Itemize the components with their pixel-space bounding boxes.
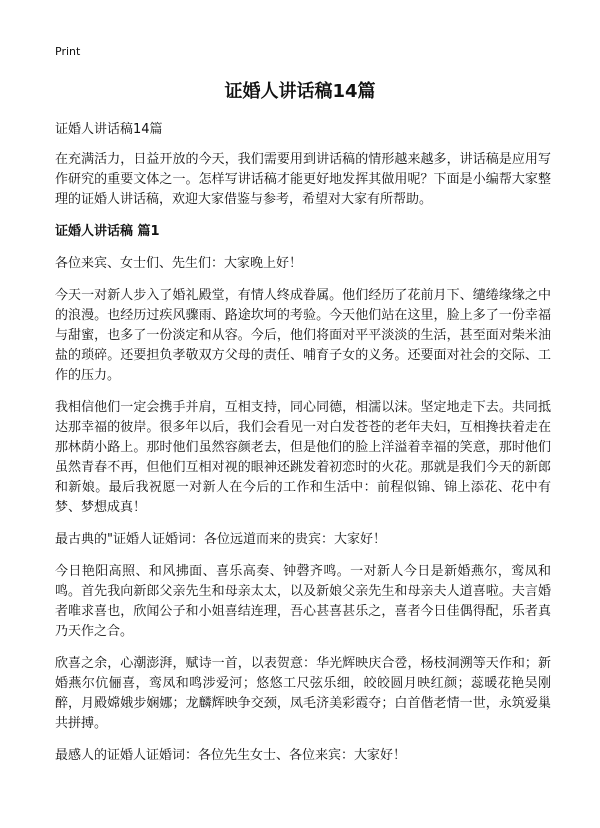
paragraph-classic-greeting: 最古典的"证婚人证婚词：各位远道而来的贵宾：大家好！ [55,532,386,547]
paragraph-poem: 欣喜之余，心潮澎湃，赋诗一首，以表贺意：华光辉映庆合卺，杨枝洞溯等天作和；新婚燕尔伉俪喜，鸾凤和鸣涉爱河；悠悠工尺弦乐细，皎皎圆月映红颜；蕊暖花艳吴刚醉，月殿嫦娥步娴娜；龙麟辉映争交颈，凤毛济美彩霞夺；白首偕老情一世，永筑爱巢共拼搏。 [55,656,551,731]
paragraph-2: 我相信他们一定会携手并肩，互相支持，同心同德，相濡以沫。坚定地走下去。共同抵达那幸福的彼岸。很多年以后，我们会看见一对白发苍苍的老年夫妇，互相搀扶着走在那林荫小路上。那时他们虽然容颜老去，但是他们的脸上洋溢着幸福的笑意，那时他们虽然青春不再，但他们互相对视的眼神还跳发着初恋时的火花。那就是我们今天的新郎和新娘。最后我祝愿一对新人在今后的工作和生活中：前程似锦、锦上添花、花中有梦、梦想成真！ [55,400,551,515]
intro-paragraph: 在充满活力，日益开放的今天，我们需要用到讲话稿的情形越来越多，讲话稿是应用写作研究的重要文体之一。怎样写讲话稿才能更好地发挥其做用呢？下面是小编帮大家整理的证婚人讲话稿，欢迎大家借鉴与参考，希望对大家有所帮助。 [55,152,551,207]
paragraph-touching-greeting: 最感人的证婚人证婚词：各位先生女士、各位来宾：大家好！ [55,748,407,763]
document-subtitle: 证婚人讲话稿14篇 [55,122,163,137]
paragraph-1: 今天一对新人步入了婚礼殿堂，有情人终成眷属。他们经历了花前月下、缱绻缘缘之中的浪漫。也经历过疾风骤雨、路途坎坷的考验。今天他们站在这里，脸上多了一份幸福与甜蜜，也多了一份淡定和从容。今后，他们将面对平平淡淡的生活，甚至面对柴米油盐的琐碎。还要担负孝敬双方父母的责任、哺育子女的义务。还要面对社会的交际、工作的压力。 [55,288,551,383]
print-link[interactable]: Print [55,45,81,58]
paragraph-3: 今日艳阳高照、和风拂面、喜乐高奏、钟磬齐鸣。一对新人今日是新婚燕尔，鸾凤和鸣。首先我向新郎父亲先生和母亲太太，以及新娘父亲先生和母亲夫人道喜啦。夫言婚者唯求喜也，欣闻公子和小姐喜结连理，吾心甚喜甚乐之，喜者今日佳偶得配，乐者真乃天作之合。 [55,564,551,639]
page-title: 证婚人讲话稿14篇 [224,81,376,102]
document-body [55,120,551,778]
paragraph-greeting: 各位来宾、女士们、先生们：大家晚上好！ [55,256,303,271]
section-heading-1: 证婚人讲话稿 篇1 [55,224,160,239]
